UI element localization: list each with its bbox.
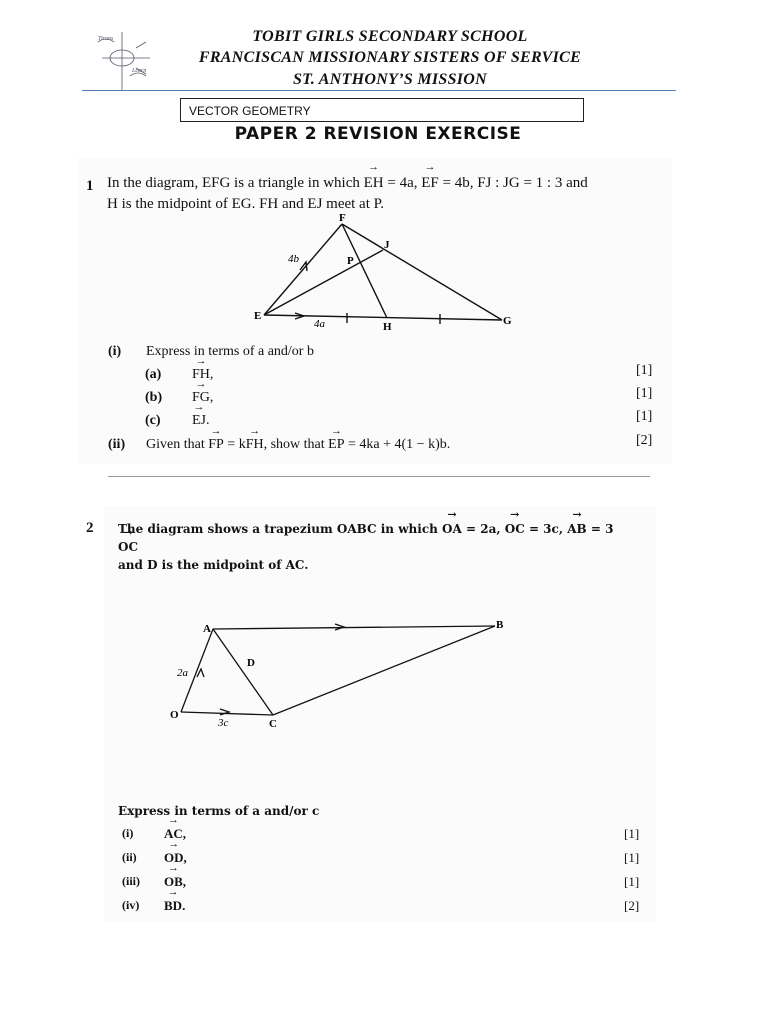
- school-name: TOBIT GIRLS SECONDARY SCHOOL: [252, 28, 528, 45]
- q2-item-iv-punct: .: [182, 898, 186, 913]
- label-b: B: [496, 619, 504, 631]
- q1-item-c-label: (c): [145, 413, 161, 428]
- line-ej: [264, 250, 383, 315]
- q1-part-ii-marks: [2]: [636, 433, 653, 448]
- side-fg: [342, 224, 502, 320]
- q2-item-i-punct: ,: [182, 826, 187, 841]
- q2-ab-eq: = 3: [590, 522, 614, 536]
- svg-text:Learn: Learn: [132, 68, 147, 74]
- q2-item-iv: [164, 898, 185, 914]
- q2-item-iv-label: (iv): [122, 898, 140, 912]
- label-j: J: [384, 239, 390, 251]
- q1-part-ii-label: (ii): [108, 437, 126, 452]
- q1-item-c-punct: .: [206, 413, 210, 428]
- svg-text:Tirans: Tirans: [98, 36, 114, 42]
- q2-line1: The diagram shows a trapezium OABC in which: [118, 522, 438, 536]
- q1-item-b-label: (b): [145, 390, 163, 405]
- vector-bd: → BD: [164, 898, 182, 914]
- label-g: G: [503, 315, 512, 327]
- q1-line1: In the diagram, EFG is a triangle in which: [107, 175, 360, 191]
- q2-item-ii-punct: ,: [183, 850, 187, 865]
- side-ef: [264, 224, 342, 315]
- question-2-stem: [118, 520, 618, 574]
- question-1-number: 1: [86, 178, 94, 194]
- vector-fh-2: → FH: [246, 437, 264, 453]
- label-4a: 4a: [314, 318, 325, 330]
- vector-oc-2: → OC: [118, 538, 138, 556]
- q2-oc-eq: = 3c,: [528, 522, 564, 536]
- q1-ii-mid: = k: [227, 437, 246, 452]
- q2-item-ii-marks: [1]: [624, 850, 640, 865]
- label-3c: 3c: [218, 717, 229, 729]
- q1-item-a-marks: [1]: [636, 363, 653, 378]
- header-rule: [82, 90, 676, 91]
- vector-fh: → FH: [192, 367, 210, 383]
- vector-ab: → AB: [567, 520, 586, 538]
- vector-od: → OD: [164, 850, 184, 866]
- label-e: E: [254, 310, 262, 322]
- q1-item-c-marks: [1]: [636, 409, 653, 424]
- school-logo: [92, 28, 162, 94]
- vector-eh: → EH: [364, 173, 384, 194]
- q2-oa-eq: = 2a,: [466, 522, 501, 536]
- q1-eh-eq: = 4a,: [387, 175, 418, 191]
- order-name: FRANCISCAN MISSIONARY SISTERS OF SERVICE: [198, 49, 582, 66]
- label-c: C: [269, 718, 277, 730]
- q1-item-b-punct: ,: [209, 390, 214, 405]
- q2-item-i-label: (i): [122, 826, 134, 840]
- label-2a: 2a: [177, 667, 188, 679]
- vector-ef: → EF: [421, 173, 439, 194]
- q1-ii-pre: Given that: [146, 437, 205, 452]
- q1-ii-mid2: , show that: [263, 437, 325, 452]
- triangle-diagram: [250, 212, 530, 337]
- q2-line2: and D is the midpoint of AC.: [118, 558, 309, 572]
- vector-ob: → OB: [164, 874, 183, 890]
- q1-part-ii-text: [146, 437, 616, 453]
- diagonal-ac: [213, 629, 273, 715]
- question-2-number: 2: [86, 520, 94, 536]
- q2-item-iii-marks: [1]: [624, 874, 640, 889]
- q1-ef-eq: = 4b, FJ : JG = 1 : 3 and: [442, 175, 588, 191]
- mission-name: ST. ANTHONY’S MISSION: [292, 71, 488, 88]
- vector-ep: → EP: [328, 437, 344, 453]
- q2-item-i-marks: [1]: [624, 826, 640, 841]
- q1-ii-post: = 4ka + 4(1 − k)b.: [348, 437, 451, 452]
- q1-item-b-marks: [1]: [636, 386, 653, 401]
- q1-part-i-label: (i): [108, 344, 122, 359]
- paper-title: PAPER 2 REVISION EXERCISE: [234, 124, 522, 144]
- q1-item-c: [192, 413, 210, 429]
- vector-oa: → OA: [442, 520, 462, 538]
- side-bc: [273, 626, 495, 715]
- label-a: A: [203, 623, 211, 635]
- trapezium-diagram: [165, 615, 515, 730]
- q2-item-iv-marks: [2]: [624, 898, 640, 913]
- q1-item-a-label: (a): [145, 367, 162, 382]
- label-h: H: [383, 321, 392, 333]
- q2-item-iii-label: (iii): [122, 874, 140, 888]
- q2-item-ii-label: (ii): [122, 850, 137, 864]
- vector-fg: → FG: [192, 390, 210, 406]
- label-o: O: [170, 709, 179, 721]
- q1-line2: H is the midpoint of EG. FH and EJ meet at P.: [107, 196, 385, 212]
- vector-fp: → FP: [208, 437, 224, 453]
- question-1-stem: [107, 173, 647, 215]
- side-ab: [213, 626, 495, 629]
- label-d: D: [247, 657, 255, 669]
- q1-part-i-text: Express in terms of a and/or b: [146, 344, 314, 359]
- vector-ej: → EJ: [192, 413, 206, 429]
- label-4b: 4b: [288, 253, 299, 265]
- vector-ac: → AC: [164, 826, 183, 842]
- label-f: F: [339, 212, 346, 224]
- topic-box: VECTOR GEOMETRY: [180, 98, 584, 122]
- label-p: P: [347, 255, 354, 267]
- q2-item-iii-punct: ,: [182, 874, 187, 889]
- q2-instruction: Express in terms of a and/or c: [118, 804, 320, 818]
- q1-item-a-punct: ,: [209, 367, 214, 382]
- section-divider: [108, 476, 650, 477]
- vector-oc: → OC: [505, 520, 525, 538]
